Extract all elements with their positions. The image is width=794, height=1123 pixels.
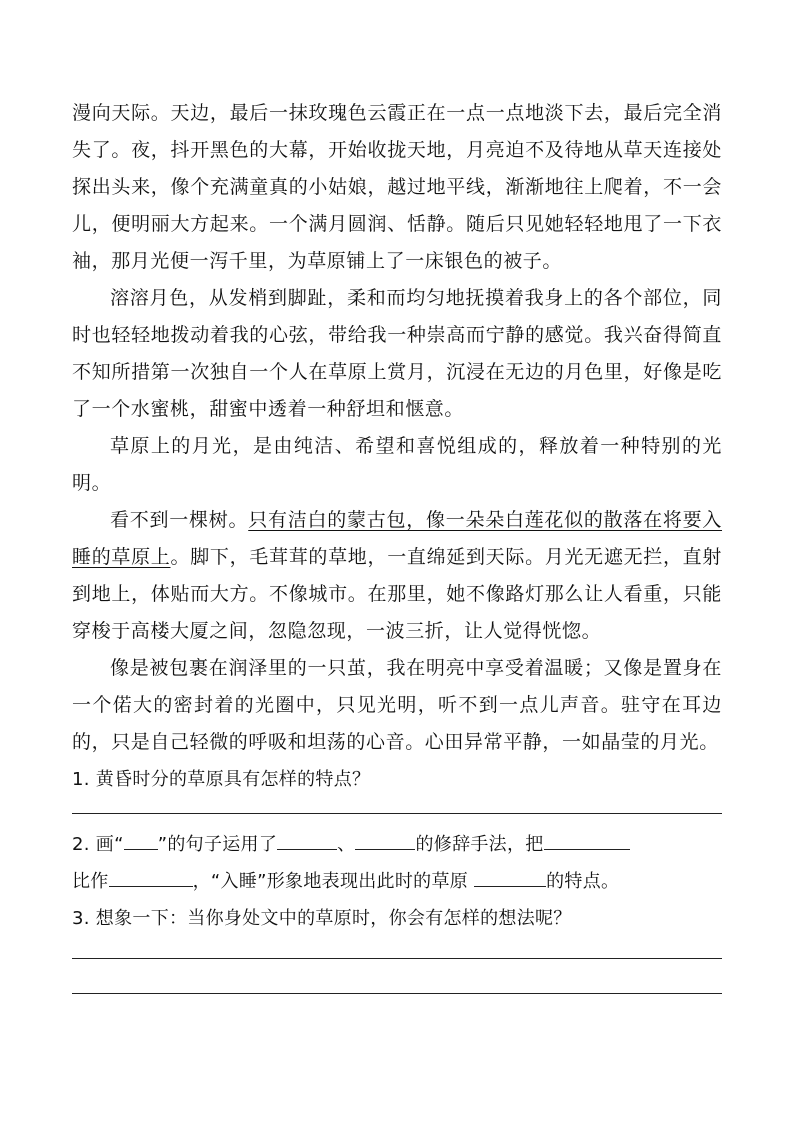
blank-grassland-feature[interactable] <box>474 868 546 887</box>
question-2-line-2 <box>72 863 722 900</box>
question-2-text-e: 比作 <box>72 871 109 892</box>
question-2-line-1 <box>72 826 722 863</box>
passage-paragraph-3: 草原上的月光，是由纯洁、希望和喜悦组成的，释放着一种特别的光明。 <box>72 435 722 494</box>
blank-compare-object[interactable] <box>109 868 193 887</box>
question-2-text-f: ，“入睡”形象地表现出此时的草原 <box>192 871 475 892</box>
blank-rhetoric-1[interactable] <box>277 831 337 850</box>
passage-paragraph-5: 像是被包裹在润泽里的一只茧，我在明亮中享受着温暖；又像是置身在一个偌大的密封着的光圈中，只见光明，听不到一点儿声音。驻守在耳边的，只是自己轻微的呼吸和坦荡的心音。心田异常平静，一如晶莹的月光。 <box>72 657 722 753</box>
underline-sample-mark <box>124 831 158 850</box>
passage-paragraph-4-rest: 。脚下，毛茸茸的草地，一直绵延到天际。月光无遮无拦，直射到地上，体贴而大方。不像城市。在那里，她不像路灯那么让人看重，只能穿梭于高楼大厦之间，忽隐忽现，一波三折，让人觉得恍惚。 <box>72 546 722 642</box>
question-2-text-g: 的特点。 <box>546 871 620 892</box>
underlined-sentence: 只有洁白的蒙古包，像一朵朵白莲花似的散落在将要入睡的草原上 <box>72 509 723 568</box>
passage-paragraph-1: 漫向天际。天边，最后一抹玫瑰色云霞正在一点一点地淡下去，最后完全消失了。夜，抖开黑色的大幕，开始收拢天地，月亮迫不及待地从草天连接处探出头来，像个充满童真的小姑娘，越过地平线，渐渐地往上爬着，不一会儿，便明丽大方起来。一个满月圆润、恬静。随后只见她轻轻地甩了一下衣袖，那月光便一泻千里，为草原铺上了一床银色的被子。 <box>72 102 722 272</box>
question-2-text-d: 的修辞手法，把 <box>415 834 544 855</box>
blank-rhetoric-2[interactable] <box>355 831 415 850</box>
passage-paragraph-2: 溶溶月色，从发梢到脚趾，柔和而均匀地抚摸着我身上的各个部位，同时也轻轻地拨动着我的心弦，带给我一种崇高而宁静的感觉。我兴奋得简直不知所措第一次独自一个人在草原上赏月，沉浸在无边的月色里，好像是吃了一个水蜜桃，甜蜜中透着一种舒坦和惬意。 <box>72 287 722 420</box>
passage-paragraph-4-start: 看不到一棵树。 <box>110 509 249 531</box>
question-1: 1. 黄昏时分的草原具有怎样的特点？ <box>72 769 371 790</box>
blank-compare-subject[interactable] <box>544 831 630 850</box>
reading-passage <box>72 95 722 761</box>
passage-paragraph-4 <box>72 502 722 650</box>
question-3: 3. 想象一下：当你身处文中的草原时，你会有怎样的想法呢？ <box>72 908 572 929</box>
question-2-text-b: ”的句子运用了 <box>157 834 278 855</box>
question-2-separator: 、 <box>337 834 356 855</box>
worksheet-page <box>72 95 722 994</box>
answer-line-q3-2[interactable] <box>72 993 722 994</box>
question-2-prefix: 2. 画“ <box>72 834 124 855</box>
